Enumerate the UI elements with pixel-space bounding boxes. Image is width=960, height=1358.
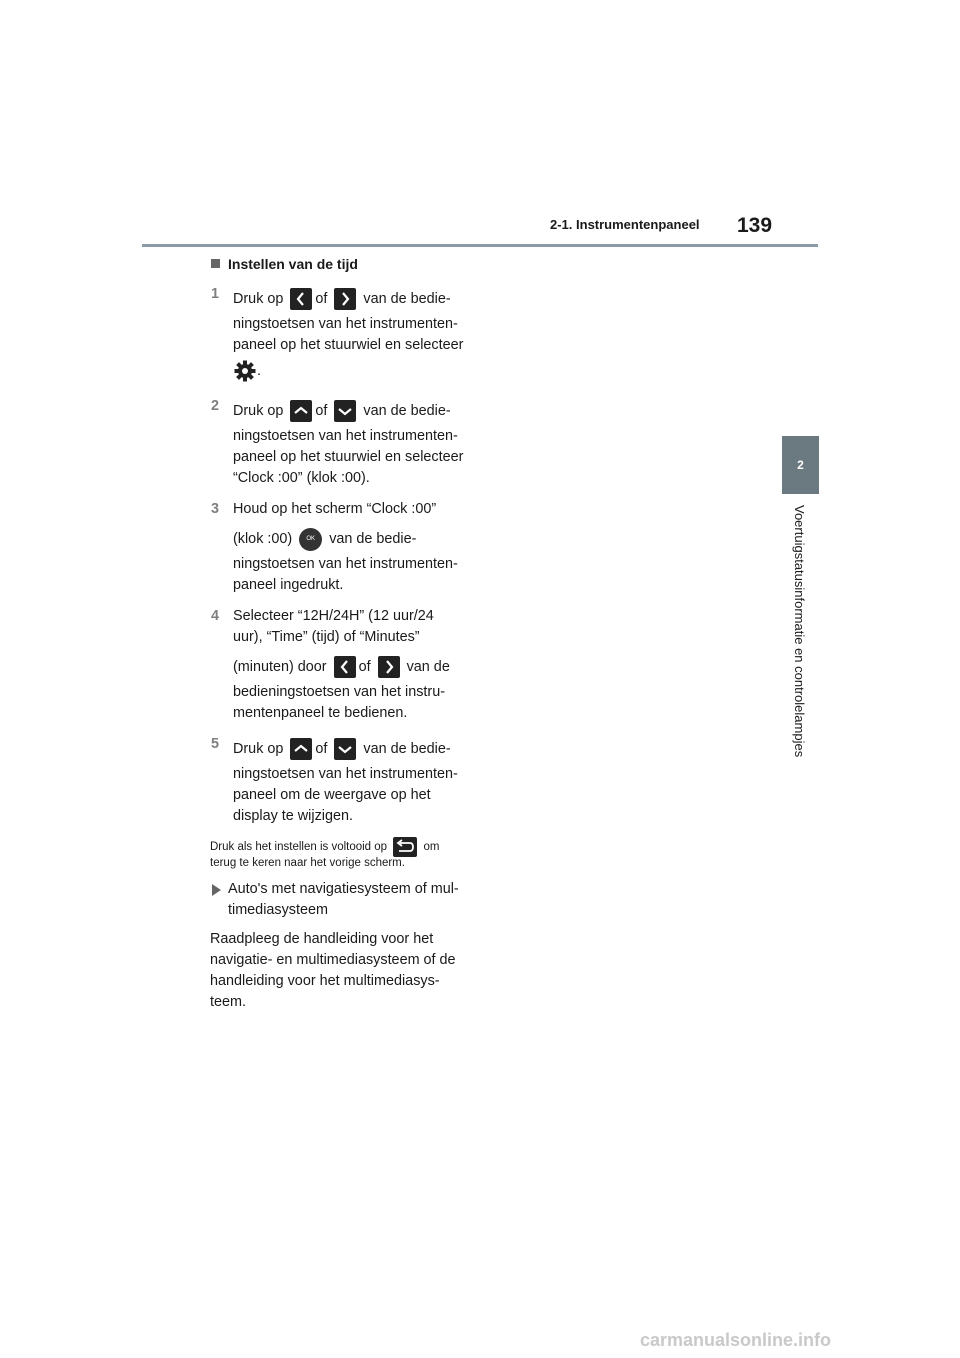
chevron-down-icon: [334, 738, 356, 760]
section-heading: [210, 256, 468, 272]
subsection-heading: Auto's met navigatiesysteem of mul- timediasysteem: [210, 879, 468, 921]
chevron-right-icon: [378, 656, 400, 678]
paragraph: Raadpleeg de handleiding voor het navigatie- en multimediasysteem of de handleiding voor het multimediasys- teem.: [210, 931, 456, 1010]
step-4: 4 Selecteer “12H/24H” (12 uur/24 uur), “Time” (tijd) of “Minutes” (minuten) door of van de bedieningstoetsen van het instru- mentenpaneel te bedienen.: [211, 608, 450, 721]
step-number: 3: [211, 501, 220, 517]
step-1: 1 Druk op of van de bedie- ningstoetsen van het instrumenten- paneel op het stuurwiel en selecteer .: [210, 284, 468, 386]
ok-button-icon: OK: [299, 528, 322, 551]
step-5: 5 Druk op of van de bedie- ningstoetsen van het instrumenten- paneel om de weergave op het display te wijzigen.: [211, 736, 458, 824]
header-rule: [142, 244, 818, 247]
side-tab-divider: [782, 494, 819, 500]
chevron-up-icon: [290, 738, 312, 760]
heading-square-icon: [211, 259, 220, 268]
main-content: [210, 252, 468, 1013]
step-number: 5: [211, 736, 220, 752]
section-title: Instellen van de tijd: [228, 256, 358, 272]
side-tab-number: 2: [782, 436, 819, 494]
step-3: 3 Houd op het scherm “Clock :00” (klok :00) OK van de bedie- ningstoetsen van het instrumenten- paneel ingedrukt.: [211, 501, 458, 593]
chevron-left-icon: [334, 656, 356, 678]
back-icon: [393, 837, 417, 857]
step-number: 4: [211, 608, 220, 624]
page-header-section: 2-1. Instrumentenpaneel: [550, 217, 700, 232]
watermark: carmanualsonline.info: [640, 1330, 832, 1350]
chevron-left-icon: [290, 288, 312, 310]
triangle-bullet-icon: [212, 884, 221, 896]
step-2: 2 Druk op of van de bedie- ningstoetsen van het instrumenten- paneel op het stuurwiel en selecteer “Clock :00” (klok :00).: [211, 398, 464, 486]
side-tab-title: Voertuigstatusinformatie en controlelampjes: [792, 505, 807, 758]
note: Druk als het instellen is voltooid op om terug te keren naar het vorige scherm.: [210, 837, 468, 869]
chevron-up-icon: [290, 400, 312, 422]
page-number: 139: [737, 214, 773, 237]
step-number: 1: [211, 286, 220, 302]
gear-icon: [233, 359, 257, 383]
chevron-right-icon: [334, 288, 356, 310]
step-number: 2: [211, 398, 220, 414]
chevron-down-icon: [334, 400, 356, 422]
